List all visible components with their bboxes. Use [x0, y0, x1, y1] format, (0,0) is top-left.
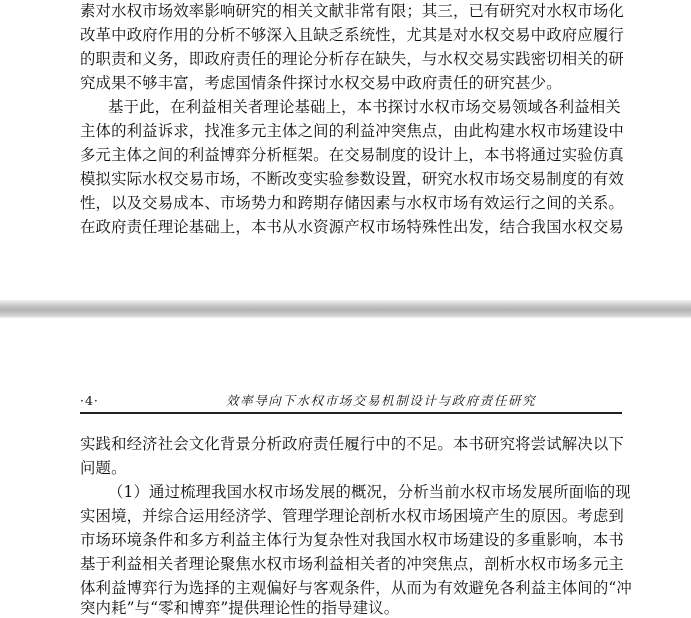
- body-text-line: 基于利益相关者理论聚焦水权市场利益相关者的冲突焦点，剖析水权市场多元主: [80, 555, 624, 573]
- body-text-line: 市场环境条件和多方利益主体行为复杂性对我国水权市场建设的多重影响，本书: [80, 531, 624, 549]
- header-rule: [80, 412, 622, 414]
- page-separator: [0, 300, 691, 318]
- body-text-line: 模拟实际水权交易市场，不断改变实验参数设置，研究水权市场交易制度的有效: [80, 170, 624, 188]
- body-text-line: 在政府责任理论基础上，本书从水资源产权市场特殊性出发，结合我国水权交易: [80, 218, 624, 236]
- body-text-line: 突内耗”与“零和博弈”提供理论性的指导建议。: [80, 599, 400, 617]
- body-text-line: 多元主体之间的利益博弈分析框架。在交易制度的设计上，本书将通过实验仿真: [80, 146, 624, 164]
- body-text-line: 实践和经济社会文化背景分析政府责任履行中的不足。本书研究将尝试解决以下: [80, 435, 624, 453]
- body-text-line: 体利益博弈行为选择的主观偏好与客观条件，从而为有效避免各利益主体间的“冲: [80, 579, 632, 597]
- body-text-line: 主体的利益诉求，找准多元主体之间的利益冲突焦点，由此构建水权市场建设中: [80, 122, 624, 140]
- body-text-line: 究成果不够丰富，考虑国情条件探讨水权交易中政府责任的研究甚少。: [80, 74, 562, 92]
- body-text-line: 素对水权市场效率影响研究的相关文献非常有限；其三，已有研究对水权市场化: [80, 2, 624, 20]
- body-text-line: 问题。: [80, 459, 127, 477]
- paragraph-first-line: 基于此，在利益相关者理论基础上，本书探讨水权市场交易领域各利益相关: [108, 98, 621, 116]
- body-text-line: 实困境，并综合运用经济学、管理学理论剖析水权市场困境产生的原因。考虑到: [80, 507, 624, 525]
- paragraph-first-line: （1）通过梳理我国水权市场发展的概况，分析当前水权市场发展所面临的现: [108, 483, 631, 501]
- body-text-line: 的职责和义务，即政府责任的理论分析存在缺失，与水权交易实践密切相关的研: [80, 50, 624, 68]
- page-number: ·4·: [80, 393, 99, 408]
- body-text-line: 性，以及交易成本、市场势力和跨期存储因素与水权市场有效运行之间的关系。: [80, 194, 624, 212]
- body-text-line: 改革中政府作用的分析不够深入且缺乏系统性，尤其是对水权交易中政府应履行: [80, 26, 624, 44]
- page-header: [80, 392, 622, 410]
- running-title: 效率导向下水权市场交易机制设计与政府责任研究: [226, 393, 537, 408]
